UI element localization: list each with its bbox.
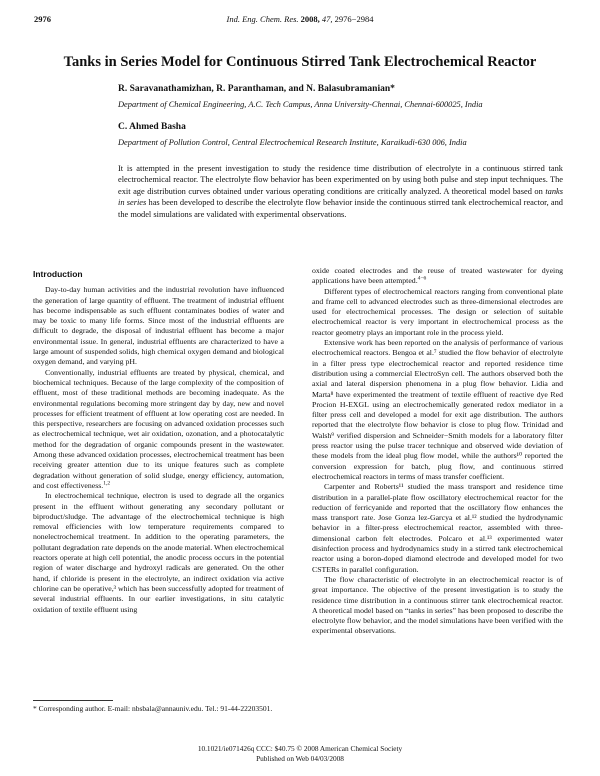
paragraph [312, 482, 563, 575]
citation-ref: 4−6 [417, 275, 427, 282]
right-column [312, 266, 563, 637]
author-2: C. Ahmed Basha [118, 122, 186, 132]
affiliation-2: Department of Pollution Control, Central Electrochemical Research Institute, Karaikudi-630 006, India [118, 138, 467, 147]
paragraph [33, 491, 284, 615]
abstract-part-2: has been developed to describe the electrolyte flow behavior inside the continuous stirred tank electrochemical reactor, and the model simulations are validated with experimental observations. [118, 198, 563, 219]
paragraph [312, 575, 563, 637]
footnote: * Corresponding author. E-mail: nbsbala@annauniv.edu. Tel.: 91-44-22203501. [33, 704, 273, 713]
paragraph-text: Day-to-day human activities and the industrial revolution have influenced the generation of large quantity of effluent. The treatment of industrial effluent has become indispensable as such effluent contaminates bodies of water and may be toxic to many life forms. Since most of the industrial effluents are difficult to degrade, the disposal of industrial effluent has become a major environmental issue. In general, industrial effluents are characterized to have a large amount of suspended solids, high chemical oxygen demand and biological oxygen demand, and varying pH. [33, 285, 284, 367]
authors: R. Saravanathamizhan, R. Paranthaman, and N. Balasubramanian* [118, 84, 395, 94]
journal-year: 2008, [300, 14, 320, 24]
journal-citation [34, 14, 566, 24]
journal-name: Ind. Eng. Chem. Res. [226, 14, 299, 24]
paragraph [33, 285, 284, 367]
paragraph-text: oxide coated electrodes and the reuse of treated wastewater for dyeing applications have been attempted. [312, 266, 563, 286]
paragraph-text: Different types of electrochemical reactors ranging from conventional plate and frame cell to advanced electrodes such as three-dimensional electrodes are used for electrochemical processes. The design or selection of suitable electrochemical reactor is very important in electrochemical process as the reactor geometry plays an important role in the process yield. [312, 286, 563, 337]
page-number: 2976 [34, 14, 51, 24]
paragraph [312, 266, 563, 287]
page-footer [0, 744, 600, 763]
paragraph [312, 287, 563, 338]
doi-line: 10.1021/ie071426q CCC: $40.75 © 2008 American Chemical Society [197, 744, 403, 753]
paragraph-text: Carpenter and Roberts¹¹ studied the mass transport and residence time distribution in a parallel-plate flow oscillatory electrochemical reactor for the reduction of ferricyanide and reported that the oscillatory flow enhances the mass transport rate. Jose Gonza lez-Garcya et al.¹² studied the hydrodynamic behavior in a filter-press electrochemical reactor, assembled with three-dimensional carbon felt electrodes. Polcaro et al.¹³ experimented water disinfection process and hydrodynamics study in a stirred tank electrochemical reactor using a boron-doped diamond electrode and developed model for two CSTERs in parallel configuration. [312, 482, 563, 574]
abstract-part-1: It is attempted in the present investigation to study the residence time distribution of electrolyte in a continuous stirred tank electrochemical reactor. The electrolyte flow behavior has been experimented on by using both pulse and step input techniques. The exit age distribution curves obtained under various operating conditions are critically analyzed. A theoretical model based on [118, 164, 563, 196]
footnote-rule [33, 700, 113, 701]
paragraph [312, 338, 563, 482]
paragraph-text: The flow characteristic of electrolyte in an electrochemical reactor is of great importance. The objective of the present investigation is to study the residence time distribution in a continuous stirrer tank electrochemical reactor. A theoretical model based on “tanks in series” has been proposed to describe the electrolyte flow behavior, and the model simulations have been verified with the experimental observations. [312, 574, 563, 636]
section-heading: Introduction [33, 269, 83, 279]
abstract [118, 163, 563, 220]
paragraph-text: Conventionally, industrial effluents are treated by physical, chemical, and biochemical techniques. Because of the large complexity of the composition of effluent, most of these traditional methods are becoming inadequate. As the environmental regulations becoming more stringent day by day, new and novel processes for efficient treatment of effluent at low operating cost are needed. In this perspective, researchers are focusing on advanced oxidation processes such as electrochemical technique, wet air oxidation, ozonation, and a photocatalytic method for the degradation of organic compounds present in the wastewater. Among these advanced oxidation processes, electrochemical treatment has been receiving greater attention due to its unique features such as complete degradation without generation of solid sludge, energy efficiency, automation, and cost effectiveness. [33, 367, 284, 490]
paragraph-text: In electrochemical technique, electron is used to degrade all the organics present in the effluent without generating any secondary pollutant or biproduct/sludge. The advantage of the electrochemical technique is high removal efficiencies with low temperature requirements compared to nonelectrochemical treatment. In addition to the operating parameters, the pollutant degradation rate depends on the anode material. When electrochemical reactors operate at high cell potential, the anodic process occurs in the potential region of water discharge and hydroxyl radicals are generated. On the other hand, if chloride is present in the electrolyte, an indirect oxidation via active chlorine can be operative,³ which has been successfully adopted for treatment of several industrial effluents. In our earlier investigations, in situ catalytic oxidation of textile effluent using [33, 491, 284, 614]
journal-volume: 47, [321, 14, 333, 24]
published-line: Published on Web 04/03/2008 [256, 753, 344, 763]
paper-title: Tanks in Series Model for Continuous Stirred Tank Electrochemical Reactor [63, 54, 537, 70]
citation-ref: 1,2 [103, 480, 111, 487]
paragraph [33, 368, 284, 492]
abstract-emphasis: tanks in series [118, 186, 563, 208]
journal-pages: 2976−2984 [334, 14, 374, 24]
running-header [34, 14, 566, 28]
left-column [33, 266, 284, 615]
affiliation-1: Department of Chemical Engineering, A.C. Tech Campus, Anna University-Chennai, Chennai-600025, India [118, 100, 483, 109]
paragraph-text: Extensive work has been reported on the analysis of performance of various electrochemical reactors. Bengoa et al.⁷ studied the flow behavior of electrolyte in a filter press type electrochemical reactor and reported residence time distribution using a commercial ElectroSyn cell. The authors observed both the axial and lateral dispersion phenomena in a plug flow behavior. Lidia and Marta⁸ have experimented the treatment of textile effluent of reactive dye Red Procion H-EXGL using an electrochemically generated redox mediator in a filter press cell and developed a model for exit age distribution. The authors reported that the electrolyte flow behavior is close to plug flow. Trinidad and Walsh⁹ verified dispersion and Schneider−Smith models for a laboratory filter press reactor using the pulse tracer technique and observed wide deviation of these models from the ideal plug flow model, while the authors¹⁰ reported the conversion expression for batch, plug flow, and continuous stirred electrochemical reactors in terms of mass transfer coefficient. [312, 338, 563, 481]
